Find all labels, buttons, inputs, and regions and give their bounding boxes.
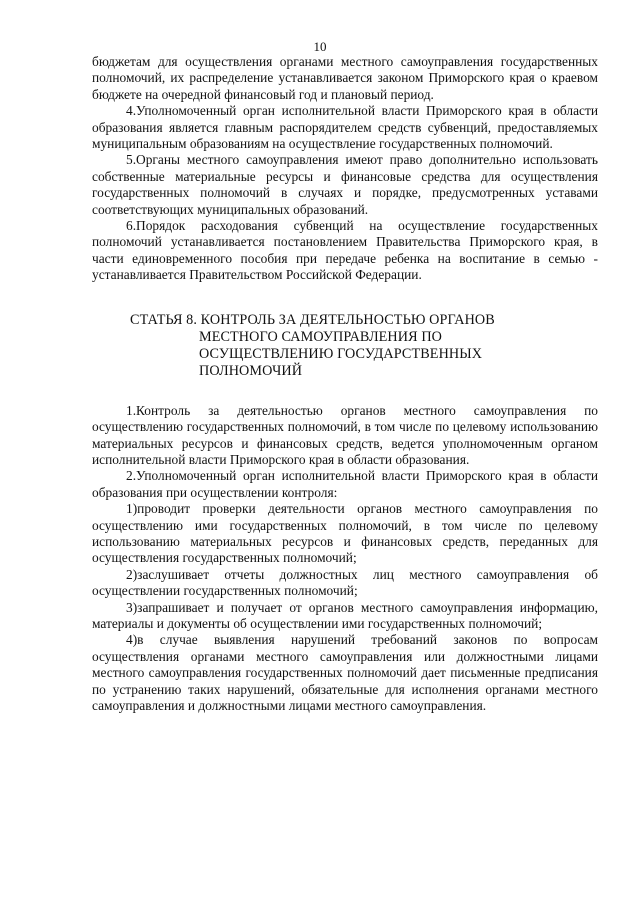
article-subitem-2: 2)заслушивает отчеты должностных лиц местного самоуправления об осуществлении государственных полномочий; (92, 566, 598, 599)
document-body (92, 54, 598, 714)
article-8-heading (92, 312, 598, 380)
article-heading-line: СТАТЬЯ 8. КОНТРОЛЬ ЗА ДЕЯТЕЛЬНОСТЬЮ ОРГАНОВ (130, 311, 495, 328)
article-paragraph-2: 2.Уполномоченный орган исполнительной власти Приморского края в области образования при осуществлении контроля: (92, 468, 598, 500)
article-subitem-1: 1)проводит проверки деятельности органов местного самоуправления по осуществлению ими государственных полномочий, в том числе по целевому использованию материальных ресурсов и финансовых средств, переданных для осуществления государственных полномочий; (92, 501, 598, 566)
paragraph-item-6: 6.Порядок расходования субвенций на осуществление государственных полномочий устанавливается постановлением Правительства Приморского края, в части единовременного пособия при передаче ребенка на воспитание в семью - устанавливается Правительством Российской Федерации. (92, 218, 598, 283)
article-heading-line: МЕСТНОГО САМОУПРАВЛЕНИЯ ПО (199, 328, 443, 345)
article-heading-line: ОСУЩЕСТВЛЕНИЮ ГОСУДАРСТВЕННЫХ (199, 345, 483, 362)
paragraph-item-4: 4.Уполномоченный орган исполнительной власти Приморского края в области образования является главным распорядителем средств субвенций, предоставляемых муниципальным образованиям на осуществление государственных полномочий. (92, 103, 598, 152)
article-heading-line: ПОЛНОМОЧИЙ (199, 362, 303, 379)
paragraph-item-5: 5.Органы местного самоуправления имеют право дополнительно использовать собственные материальные ресурсы и финансовые средства для осуществления государственных полномочий в случаях и порядке, предусмотренных уставами соответствующих муниципальных образований. (92, 152, 598, 217)
paragraph-continuation: бюджетам для осуществления органами местного самоуправления государственных полномочий, их распределение устанавливается законом Приморского края о краевом бюджете на очередной финансовый год и плановый период. (92, 54, 598, 102)
article-8-body (92, 403, 598, 715)
article-subitem-4: 4)в случае выявления нарушений требований законов по вопросам осуществления органами местного самоуправления или должностными лицами местного самоуправления государственных полномочий дает письменные предписания по устранению таких нарушений, обязательные для исполнения органами местного самоуправления и должностными лицами местного самоуправления. (92, 632, 598, 713)
page-number: 10 (313, 39, 327, 54)
article-paragraph-1: 1.Контроль за деятельностью органов местного самоуправления по осуществлению государственных полномочий, в том числе по целевому использованию материальных ресурсов и финансовых средств, ведется уполномоченным органом исполнительной власти Приморского края в области образования. (92, 402, 598, 467)
article-subitem-3: 3)запрашивает и получает от органов местного самоуправления информацию, материалы и документы об осуществлении ими государственных полномочий; (92, 599, 598, 631)
